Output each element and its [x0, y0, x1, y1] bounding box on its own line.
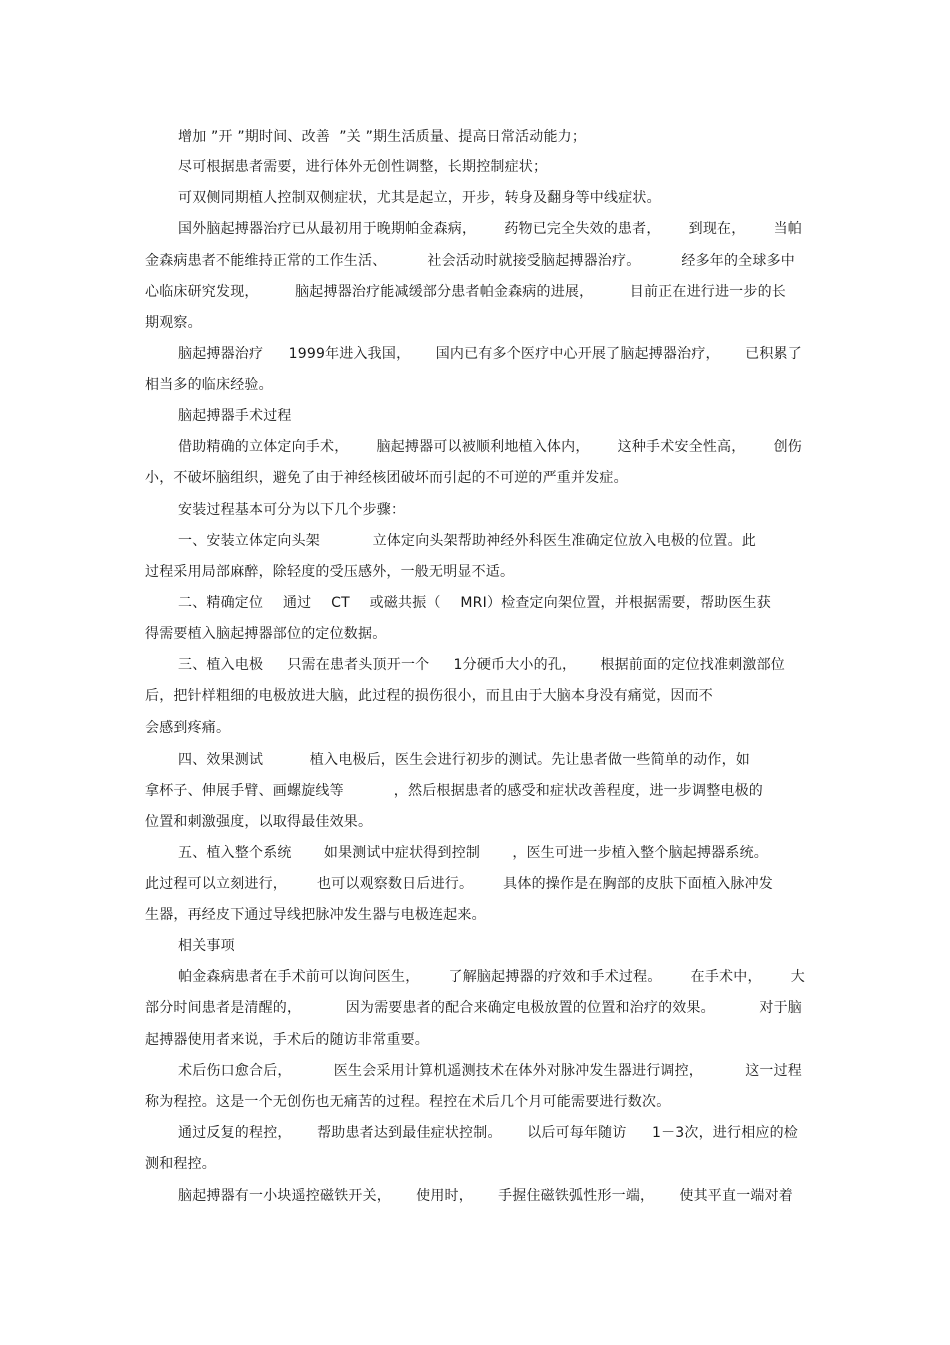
text-line: 此过程可以立刻进行， 也可以观察数日后进行。 具体的操作是在胸部的皮肤下面植入脉冲发 [145, 876, 773, 892]
text-line: 部分时间患者是清醒的， 因为需要患者的配合来确定电极放置的位置和治疗的效果。 对于脑 [145, 1000, 802, 1016]
text-line: 期观察。 [145, 315, 202, 331]
step-heading: 五、植入整个系统 如果测试中症状得到控制 ，医生可进一步植入整个脑起搏器系统。 [178, 845, 768, 861]
text-line: 国外脑起搏器治疗已从最初用于晚期帕金森病， 药物已完全失效的患者， 到现在， 当帕 [178, 221, 802, 237]
text-line: 安装过程基本可分为以下几个步骤： [178, 502, 406, 518]
text-line: 尽可根据患者需要，进行体外无创性调整，长期控制症状； [178, 159, 548, 175]
text-line: 心临床研究发现， 脑起搏器治疗能减缓部分患者帕金森病的进展， 目前正在进行进一步的长 [145, 284, 786, 300]
text-line: 脑起搏器有一小块遥控磁铁开关， 使用时， 手握住磁铁弧性形一端， 使其平直一端对着 [178, 1188, 793, 1204]
text-line: 过程采用局部麻醉，除轻度的受压感外，一般无明显不适。 [145, 564, 515, 580]
text-line: 金森病患者不能维持正常的工作生活、 社会活动时就接受脑起搏器治疗。 经多年的全球多中 [145, 253, 795, 269]
text-line: 后，把针样粗细的电极放进大脑，此过程的损伤很小，而且由于大脑本身没有痛觉，因而不 [145, 688, 713, 704]
step-heading: 二、精确定位 通过 CT 或磁共振（ MRI）检查定向架位置，并根据需要，帮助医生获 [178, 595, 771, 611]
text-line: 通过反复的程控， 帮助患者达到最佳症状控制。 以后可每年随访 1－3次，进行相应的检 [178, 1125, 798, 1141]
section-heading: 相关事项 [178, 938, 235, 954]
text-line: 起搏器使用者来说，手术后的随访非常重要。 [145, 1032, 429, 1048]
text-line: 拿杯子、伸展手臂、画螺旋线等 ，然后根据患者的感受和症状改善程度，进一步调整电极的 [145, 783, 763, 799]
text-line: 增加 ”开 ”期时间、改善 ”关 ”期生活质量、提高日常活动能力； [178, 129, 587, 145]
step-heading: 四、效果测试 植入电极后，医生会进行初步的测试。先让患者做一些简单的动作，如 [178, 752, 750, 768]
text-line: 会感到疼痛。 [145, 720, 231, 736]
text-line: 脑起搏器治疗 1999年进入我国， 国内已有多个医疗中心开展了脑起搏器治疗， 已积累了 [178, 346, 802, 362]
step-heading: 三、植入电极 只需在患者头顶开一个 1分硬币大小的孔， 根据前面的定位找准刺激部位 [178, 657, 785, 673]
text-line: 相当多的临床经验。 [145, 377, 273, 393]
step-heading: 一、安装立体定向头架 立体定向头架帮助神经外科医生准确定位放入电极的位置。此 [178, 533, 756, 549]
text-line: 术后伤口愈合后， 医生会采用计算机遥测技术在体外对脉冲发生器进行调控， 这一过程 [178, 1063, 802, 1079]
section-heading: 脑起搏器手术过程 [178, 408, 292, 424]
text-line: 小，不破坏脑组织，避免了由于神经核团破坏而引起的不可逆的严重并发症。 [145, 470, 628, 486]
text-line: 可双侧同期植人控制双侧症状，尤其是起立，开步，转身及翻身等中线症状。 [178, 190, 661, 206]
text-line: 帕金森病患者在手术前可以询问医生， 了解脑起搏器的疗效和手术过程。 在手术中， 大 [178, 969, 805, 985]
text-line: 生器，再经皮下通过导线把脉冲发生器与电极连起来。 [145, 907, 486, 923]
text-line: 得需要植入脑起搏器部位的定位数据。 [145, 626, 387, 642]
text-line: 借助精确的立体定向手术， 脑起搏器可以被顺利地植入体内， 这种手术安全性高， 创伤 [178, 439, 802, 455]
text-line: 称为程控。这是一个无创伤也无痛苦的过程。程控在术后几个月可能需要进行数次。 [145, 1094, 671, 1110]
text-line: 位置和刺激强度，以取得最佳效果。 [145, 814, 373, 830]
text-line: 测和程控。 [145, 1156, 216, 1172]
